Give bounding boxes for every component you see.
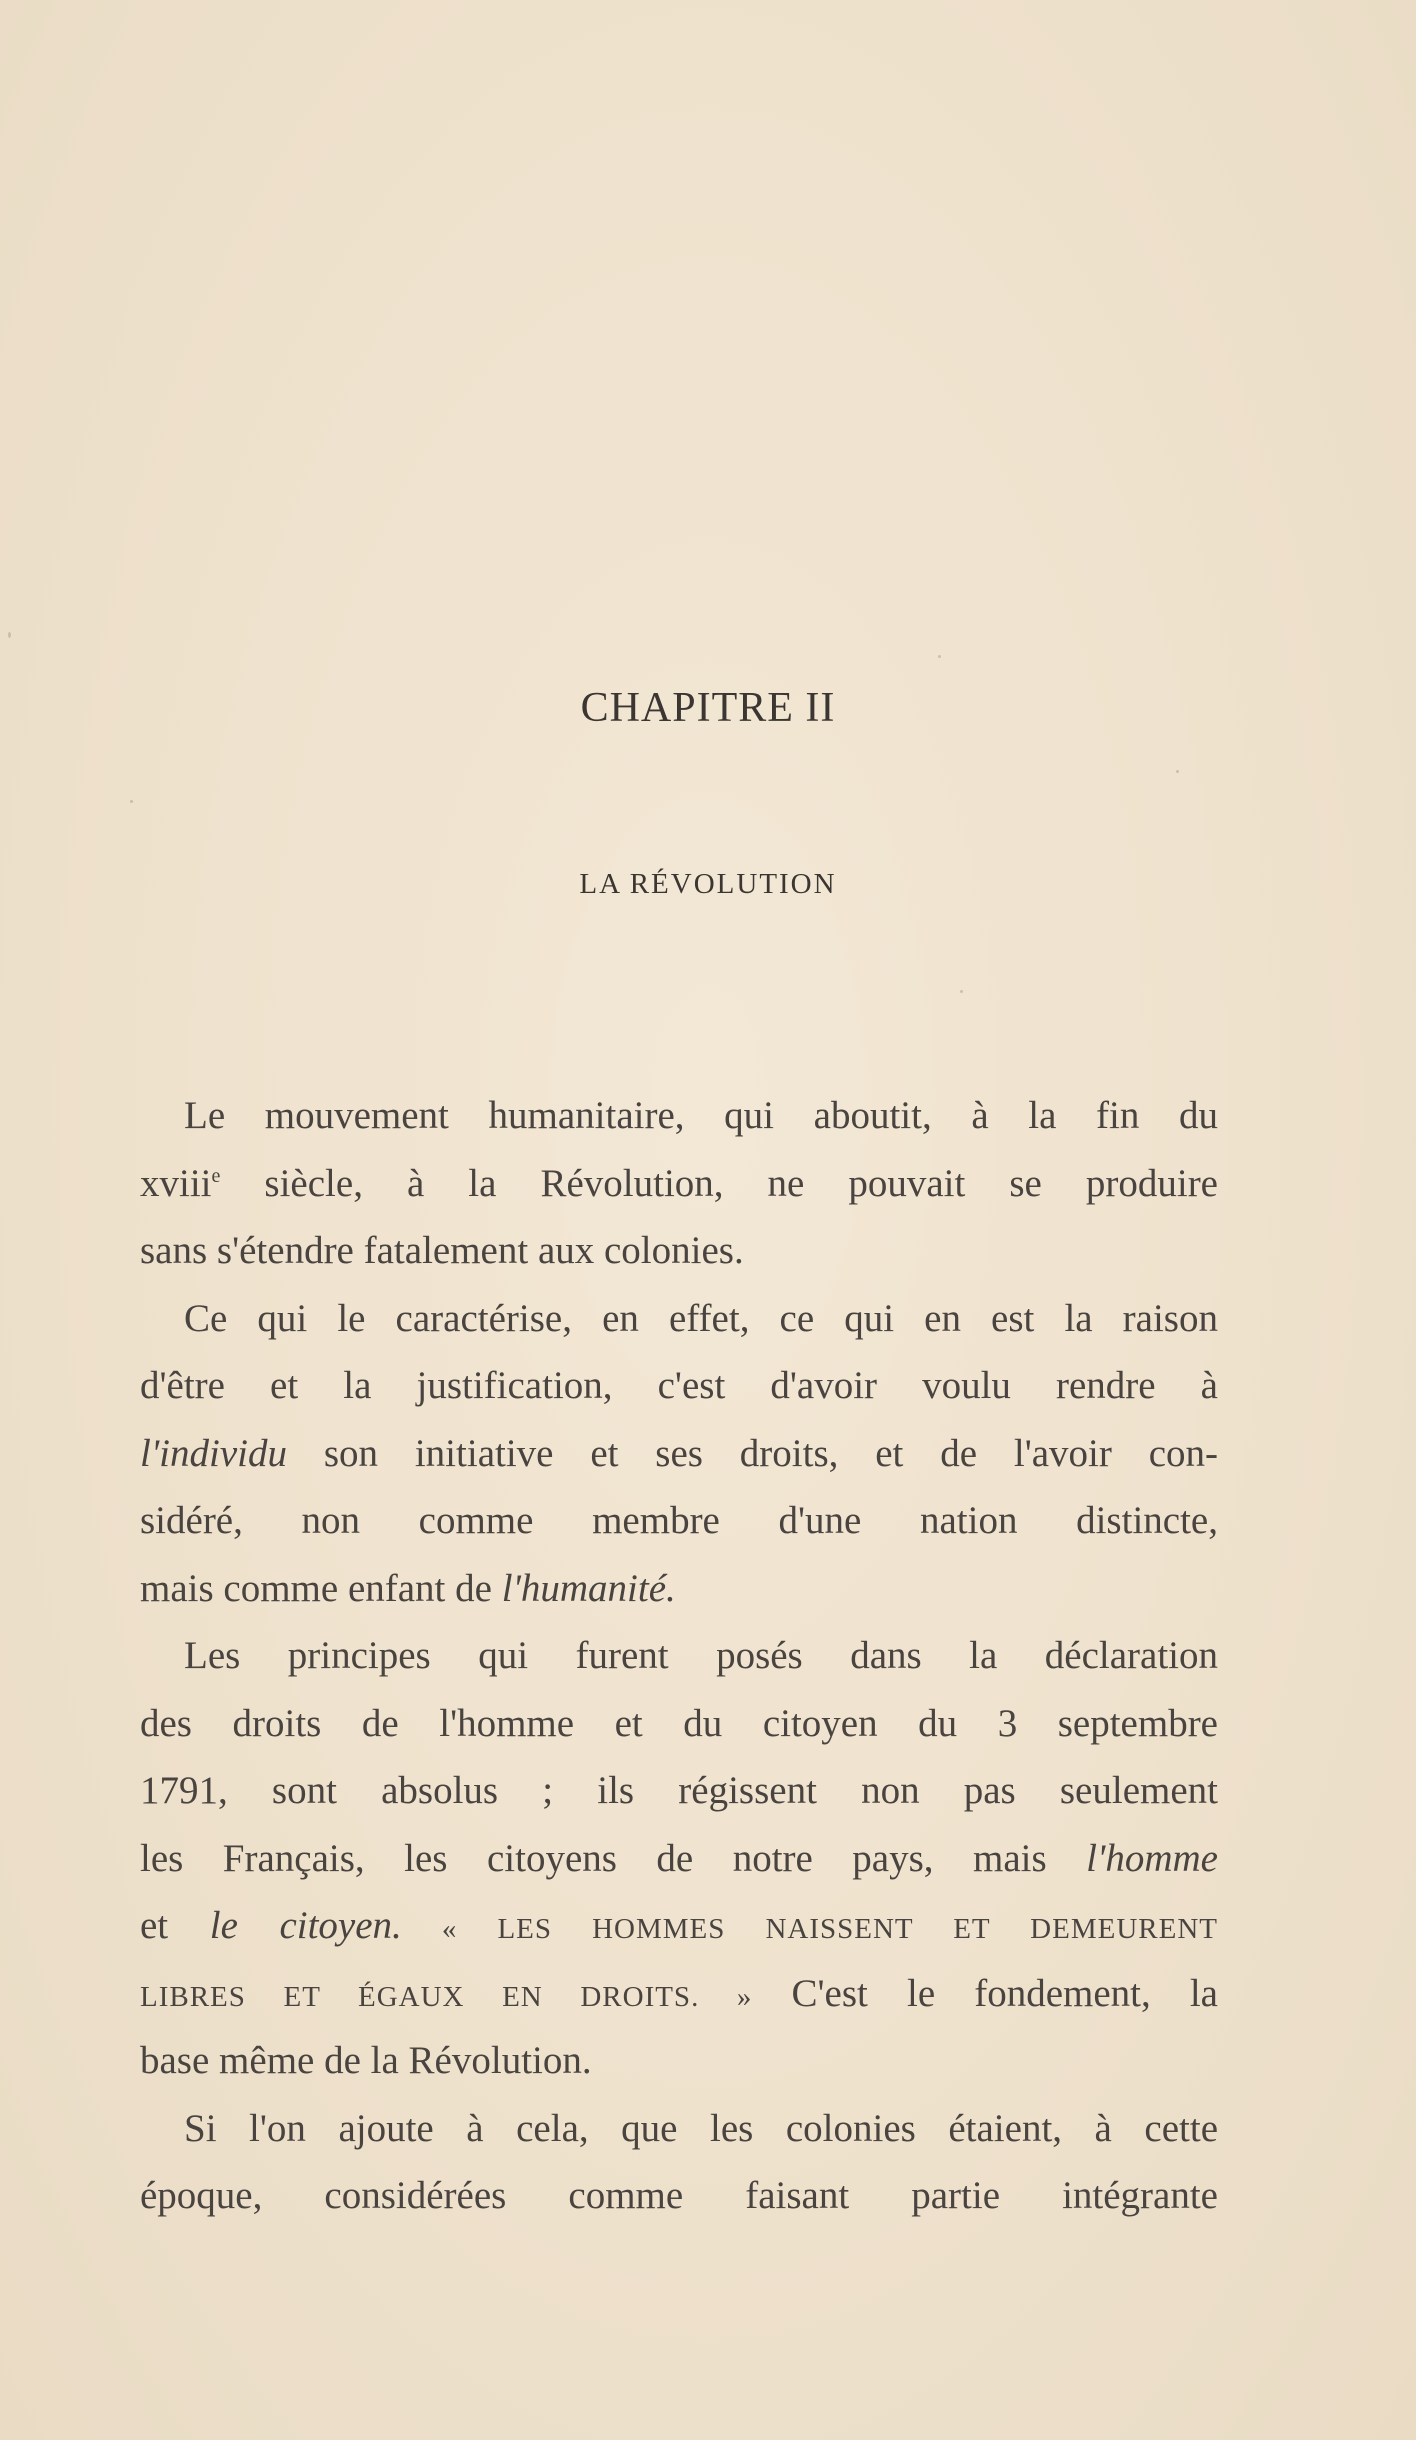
text-line: sans s'étendre fatalement aux colonies. xyxy=(140,1229,744,1272)
text-line: Si l'on ajoute à cela, que les colonies étaient, à cette xyxy=(184,2106,1218,2150)
text-line: sidéré, non comme membre d'une nation distincte, xyxy=(140,1499,1218,1542)
paper-speck xyxy=(960,990,963,993)
text-line: Les principes qui furent posés dans la déclaration xyxy=(184,1634,1218,1677)
text-line: 1791, sont absolus ; ils régissent non pas seulement xyxy=(140,1769,1218,1812)
chapter-heading: CHAPITRE II xyxy=(580,685,836,731)
paper-speck xyxy=(130,800,133,803)
text-line: base même de la Révolution. xyxy=(140,2039,592,2082)
text-line: l'individu son initiative et ses droits, et de l'avoir con- xyxy=(140,1431,1218,1475)
paper-speck xyxy=(8,632,11,638)
paper-speck xyxy=(1176,770,1179,773)
text-line: Ce qui le caractérise, en effet, ce qui en est la raison xyxy=(184,1296,1218,1340)
body-text xyxy=(140,1082,1218,2230)
chapter-title: LA RÉVOLUTION xyxy=(579,868,837,900)
text-line: xviii$^e$ siècle, à la Révolution, ne pouvait se produire xyxy=(140,1161,1218,1205)
paper-speck xyxy=(938,655,941,658)
text-line: mais comme enfant de l'humanité. xyxy=(140,1566,676,1610)
text-line: des droits de l'homme et du citoyen du 3 septembre xyxy=(140,1701,1218,1745)
text-line: les Français, les citoyens de notre pays, mais l'homme xyxy=(140,1836,1218,1880)
text-line: époque, considérées comme faisant partie intégrante xyxy=(140,2174,1218,2217)
text-line: d'être et la justification, c'est d'avoir voulu rendre à xyxy=(140,1364,1218,1407)
text-line: Le mouvement humanitaire, qui aboutit, à la fin du xyxy=(184,1094,1218,1137)
text-line: LIBRES ET ÉGAUX EN DROITS. » C'est le fondement, la xyxy=(140,1971,1218,2015)
text-line: et le citoyen. « LES HOMMES NAISSENT ET DEMEURENT xyxy=(140,1904,1218,1947)
